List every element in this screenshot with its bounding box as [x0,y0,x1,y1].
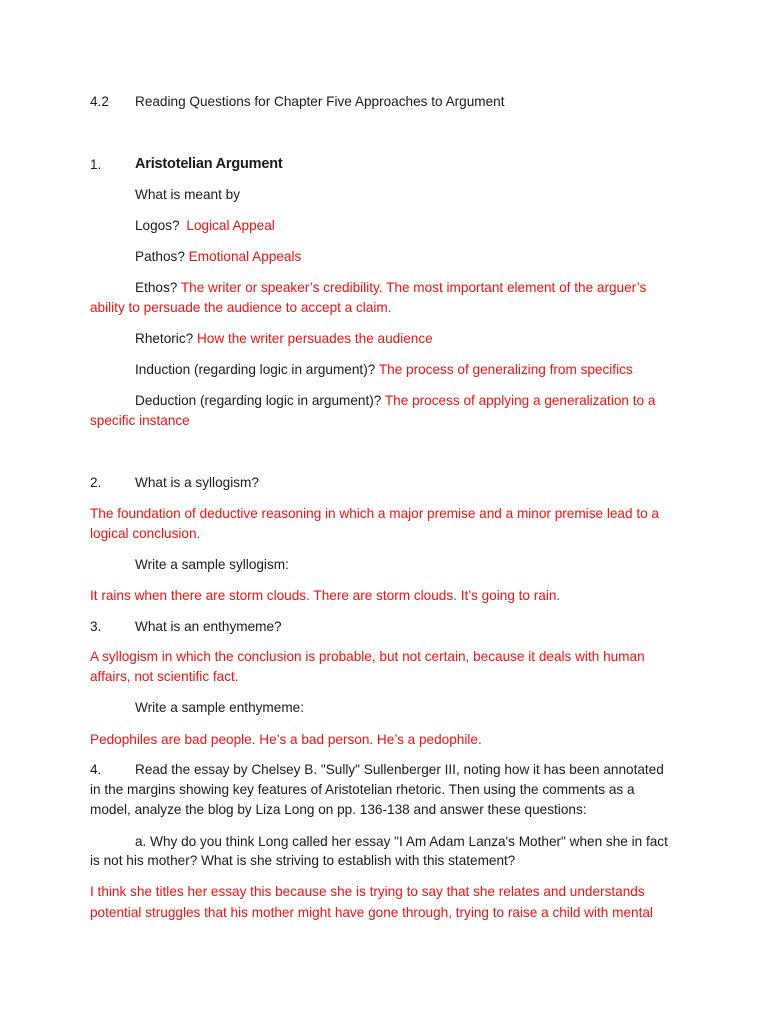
question-a-line-1: a. Why do you think Long called her essay "I Am Adam Lanza's Mother" when she in fact [135,834,668,849]
syllogism-sample-answer: It rains when there are storm clouds. There are storm clouds. It’s going to rain. [90,588,561,603]
enthymeme-sample-answer: Pedophiles are bad people. He’s a bad person. He’s a pedophile. [90,732,482,747]
enthymeme-answer-line-2: affairs, not scientific fact. [90,669,239,684]
logos-answer: Logical Appeal [186,218,275,233]
pathos-question: Pathos? [135,249,185,264]
rhetoric-line [135,329,433,349]
ethos-line [135,278,646,298]
syllogism-answer-line-1: The foundation of deductive reasoning in which a major premise and a minor premise lead to a [90,506,659,521]
deduction-question: Deduction (regarding logic in argument)? [135,393,382,408]
section-4-text-line-1: Read the essay by Chelsey B. "Sully" Sullenberger III, noting how it has been annotated [135,762,664,777]
question-a-answer-line-2: potential struggles that his mother might have gone through, trying to raise a child with mental [90,905,653,920]
section-1-intro: What is meant by [135,187,241,202]
section-2-number: 2. [90,475,102,490]
logos-line [135,216,275,236]
deduction-line [135,391,655,411]
section-2-question: What is a syllogism? [135,475,259,490]
rhetoric-answer: How the writer persuades the audience [196,331,433,346]
question-a-answer-line-1: I think she titles her essay this because she is trying to say that she relates and understands [90,884,645,899]
ethos-answer-line-2: ability to persuade the audience to accept a claim. [90,300,392,315]
rhetoric-question: Rhetoric? [135,331,194,346]
section-4-number: 4. [90,762,102,777]
section-4-text-line-3: model, analyze the blog by Liza Long on pp. 136-138 and answer these questions: [90,802,587,817]
section-3-question: What is an enthymeme? [135,619,282,634]
pathos-answer: Emotional Appeals [188,249,302,264]
induction-answer: The process of generalizing from specifics [378,362,633,377]
syllogism-answer-line-2: logical conclusion. [90,526,201,541]
title-number: 4.2 [90,94,109,109]
deduction-answer-line-1: The process of applying a generalization to a [384,393,656,408]
section-1-number: 1. [90,157,102,172]
ethos-question: Ethos? [135,280,178,295]
enthymeme-sample-prompt: Write a sample enthymeme: [135,700,304,715]
induction-line [135,360,633,380]
enthymeme-answer-line-1: A syllogism in which the conclusion is probable, but not certain, because it deals with human [90,649,645,664]
deduction-answer-line-2: specific instance [90,413,190,428]
section-1-heading: Aristotelian Argument [135,156,283,172]
syllogism-sample-prompt: Write a sample syllogism: [135,557,289,572]
section-3-number: 3. [90,619,102,634]
logos-question: Logos? [135,218,180,233]
ethos-answer-line-1: The writer or speaker’s credibility. The most important element of the arguer’s [180,280,647,295]
section-4-text-line-2: in the margins showing key features of Aristotelian rhetoric. Then using the comments as a [90,782,635,797]
document-title: Reading Questions for Chapter Five Approaches to Argument [135,94,505,109]
question-a-line-2: is not his mother? What is she striving to establish with this statement? [90,853,516,868]
induction-question: Induction (regarding logic in argument)? [135,362,376,377]
pathos-line [135,247,301,267]
